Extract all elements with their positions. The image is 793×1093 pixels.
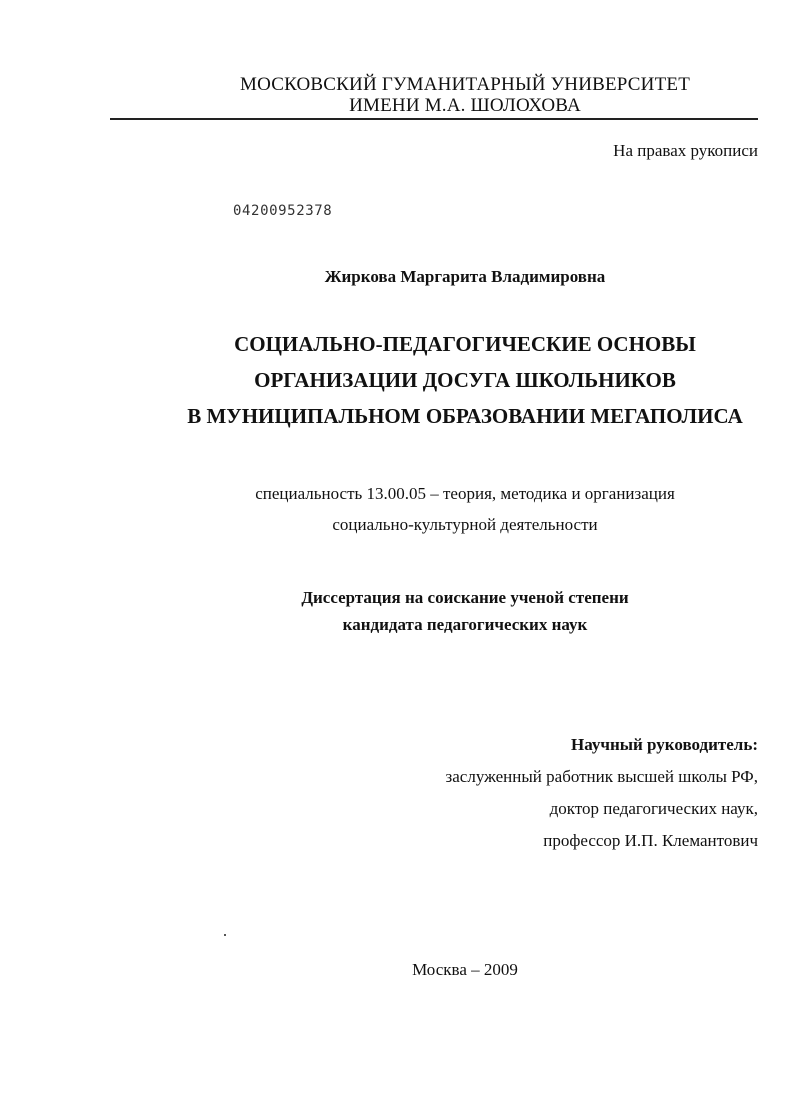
degree-statement — [100, 584, 793, 638]
scientific-supervisor — [330, 729, 758, 857]
supervisor-line-2: доктор педагогических наук, — [549, 799, 758, 818]
university-name — [100, 74, 793, 116]
specialty — [100, 478, 793, 540]
dissertation-title — [100, 326, 793, 434]
author-name: Жиркова Маргарита Владимировна — [324, 267, 606, 286]
manuscript-rights-note: На правах рукописи — [613, 141, 758, 160]
specialty-line-2: социально-культурной деятельности — [332, 515, 598, 534]
registration-code: 04200952378 — [233, 203, 333, 219]
title-line-3: В МУНИЦИПАЛЬНОМ ОБРАЗОВАНИИ МЕГАПОЛИСА — [187, 404, 743, 428]
supervisor-line-1: заслуженный работник высшей школы РФ, — [445, 767, 758, 786]
city-and-year: Москва – 2009 — [412, 960, 518, 979]
scan-speck — [224, 934, 226, 936]
supervisor-heading: Научный руководитель: — [571, 735, 758, 754]
title-line-2: ОРГАНИЗАЦИИ ДОСУГА ШКОЛЬНИКОВ — [254, 368, 676, 392]
degree-line-2: кандидата педагогических наук — [342, 615, 588, 634]
supervisor-line-3: профессор И.П. Клемантович — [543, 831, 758, 850]
degree-line-1: Диссертация на соискание ученой степени — [301, 588, 629, 607]
specialty-line-1: специальность 13.00.05 – теория, методика и организация — [255, 484, 675, 503]
header-divider — [110, 118, 758, 120]
university-name-line-2: ИМЕНИ М.А. ШОЛОХОВА — [349, 95, 581, 116]
university-name-line-1: МОСКОВСКИЙ ГУМАНИТАРНЫЙ УНИВЕРСИТЕТ — [239, 74, 691, 95]
title-line-1: СОЦИАЛЬНО-ПЕДАГОГИЧЕСКИЕ ОСНОВЫ — [234, 332, 696, 356]
